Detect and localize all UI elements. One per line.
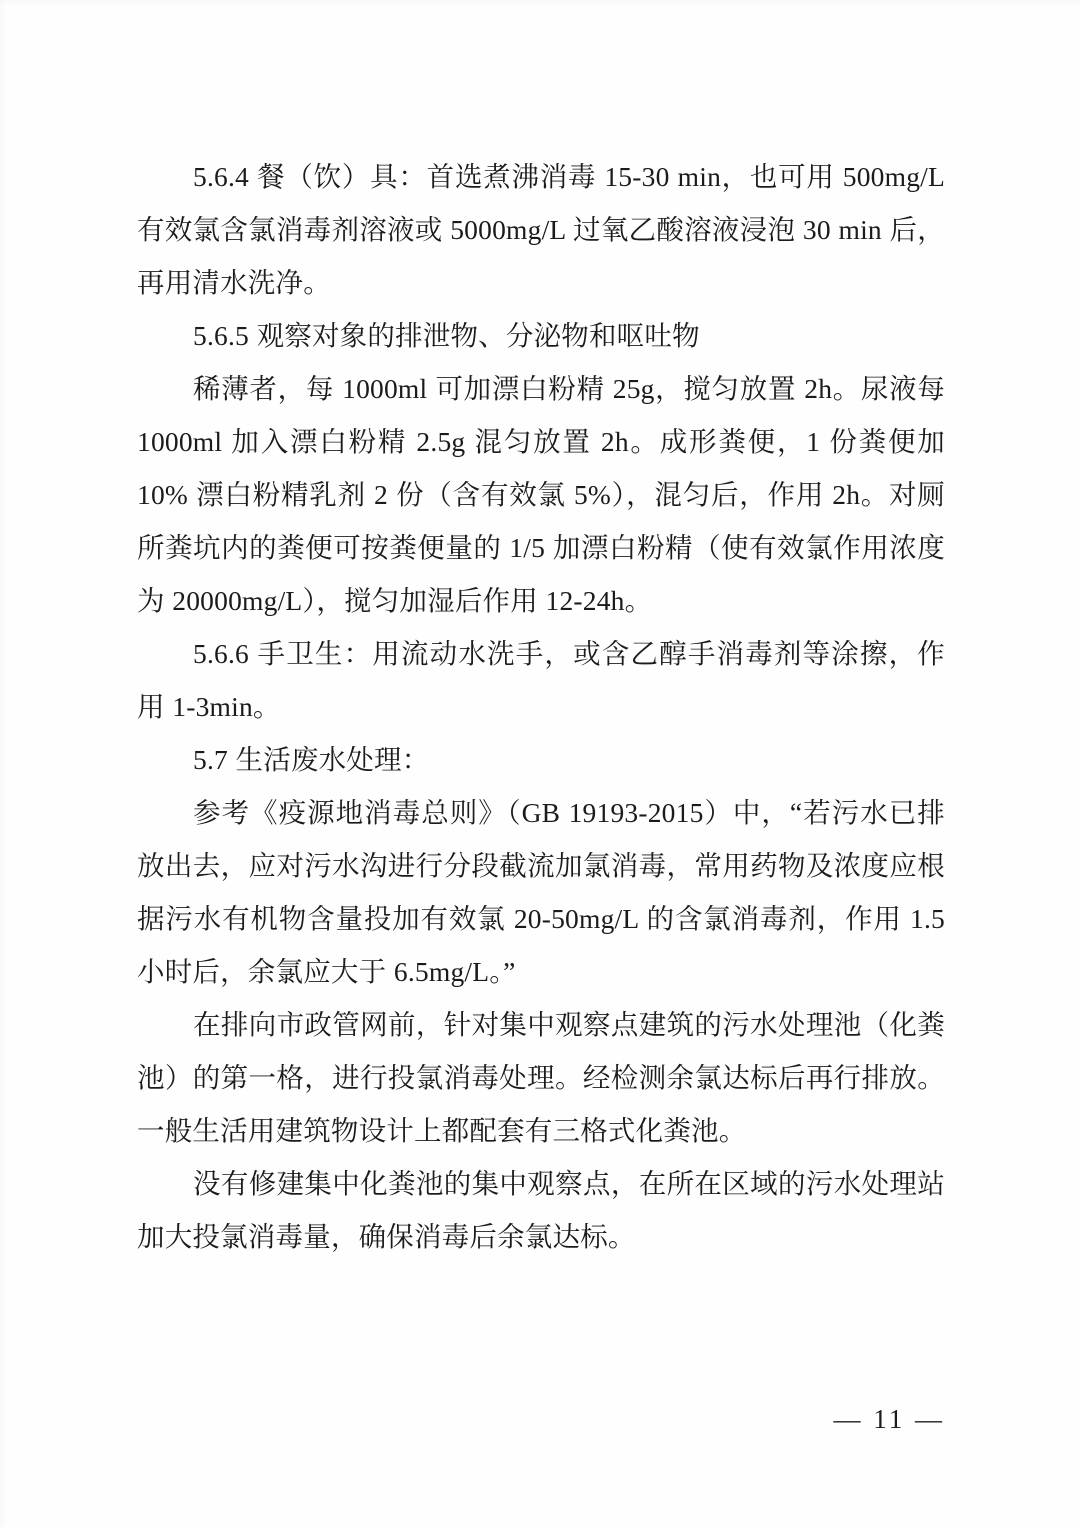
page-number: — 11 —	[833, 1404, 945, 1434]
paragraph-5-6-5-body: 稀薄者，每 1000ml 可加漂白粉精 25g，搅匀放置 2h。尿液每 1000ml 加入漂白粉精 2.5g 混匀放置 2h。成形粪便，1 份粪便加 10% 漂白粉精乳剂 2 份（含有效氯 5%），混匀后，作用 2h。对厕所粪坑内的粪便可按粪便量的 1/5 加漂白粉精（使有效氯作用浓度为 20000mg/L），搅匀加湿后作用 12-24h。	[137, 373, 945, 616]
paragraph-5-7-quote: 参考《疫源地消毒总则》（GB 19193-2015）中，“若污水已排放出去，应对污水沟进行分段截流加氯消毒，常用药物及浓度应根据污水有机物含量投加有效氯 20-50mg/L 的含氯消毒剂，作用 1.5 小时后，余氯应大于 6.5mg/L。”	[137, 797, 945, 987]
paragraph-5-6-4: 5.6.4 餐（饮）具：首选煮沸消毒 15-30 min，也可用 500mg/L 有效氯含氯消毒剂溶液或 5000mg/L 过氧乙酸溶液浸泡 30 min 后，再用清水洗净。	[137, 161, 945, 298]
page-edge-shadow-left	[0, 0, 6, 1527]
paragraph-5-7-body-1: 在排向市政管网前，针对集中观察点建筑的污水处理池（化粪池）的第一格，进行投氯消毒处理。经检测余氯达标后再行排放。一般生活用建筑物设计上都配套有三格式化粪池。	[137, 1009, 945, 1146]
paragraph-5-6-6: 5.6.6 手卫生：用流动水洗手，或含乙醇手消毒剂等涂擦，作用 1-3min。	[137, 638, 945, 722]
page-edge-shadow-top	[0, 0, 1080, 6]
document-body	[137, 150, 945, 1263]
paragraph-5-7-heading: 5.7 生活废水处理：	[193, 744, 430, 775]
paragraph-5-7-body-2: 没有修建集中化粪池的集中观察点，在所在区域的污水处理站加大投氯消毒量，确保消毒后余氯达标。	[137, 1168, 945, 1252]
paragraph-5-6-5-heading: 5.6.5 观察对象的排泄物、分泌物和呕吐物	[193, 320, 700, 351]
